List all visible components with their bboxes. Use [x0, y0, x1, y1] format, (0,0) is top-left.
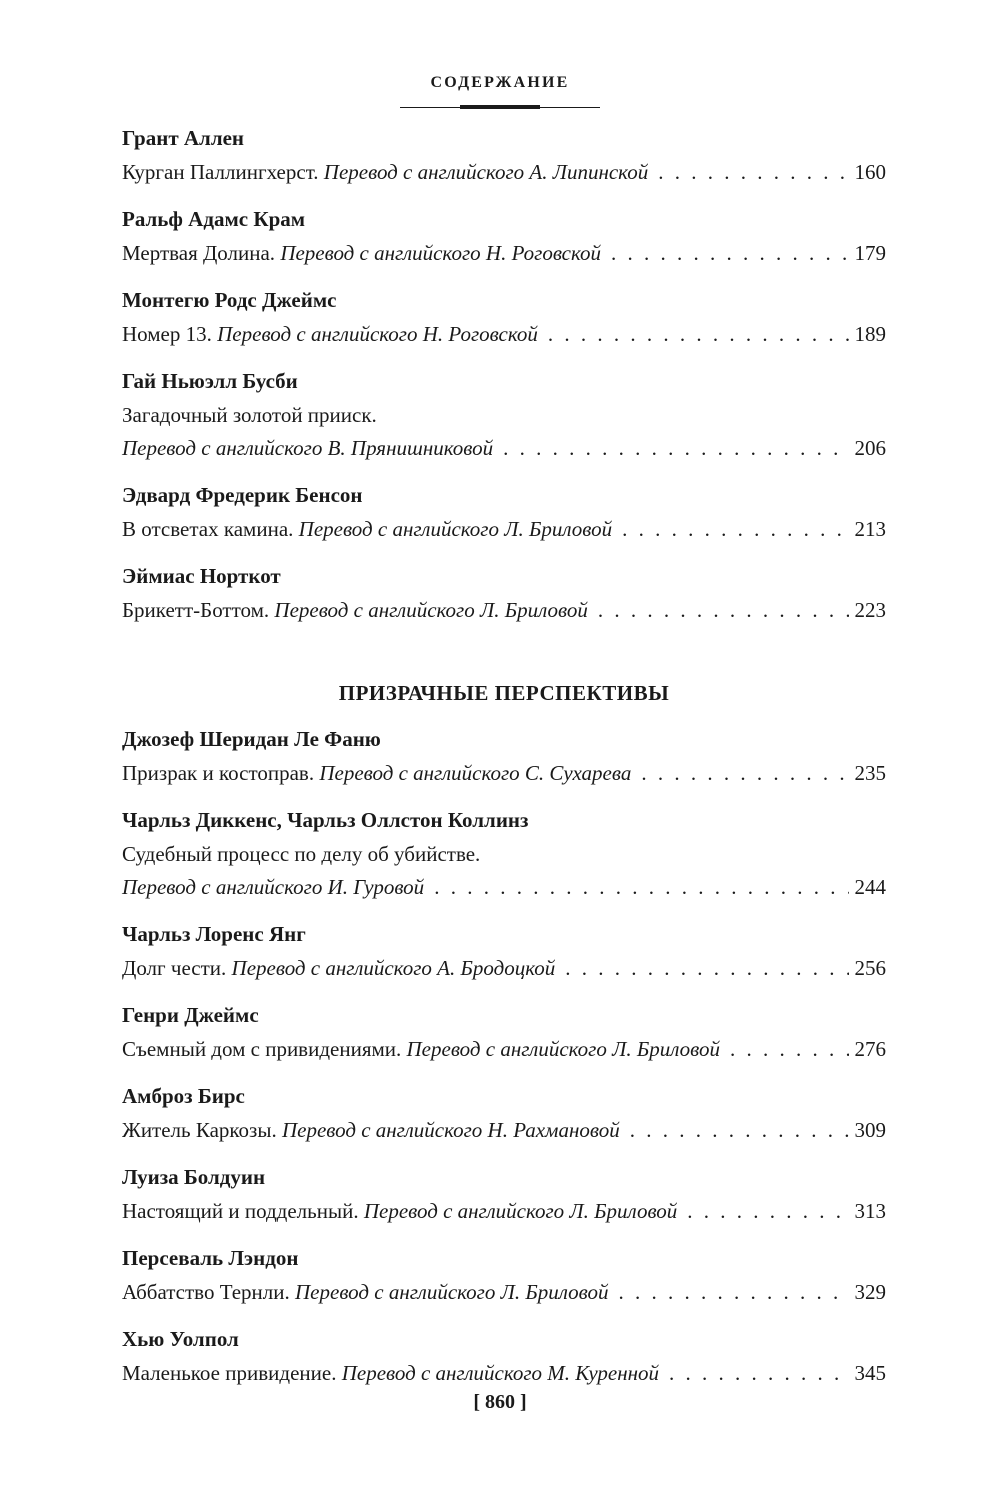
entry-line [122, 432, 886, 465]
entry-line [122, 952, 886, 985]
entry-title: Судебный процесс по делу об убийстве. [122, 842, 481, 866]
entry-page-number: 206 [854, 436, 886, 460]
toc-entry [122, 203, 886, 270]
entry-page-number: 345 [854, 1361, 886, 1385]
section-title: ПРИЗРАЧНЫЕ ПЕРСПЕКТИВЫ [338, 681, 670, 705]
entry-line [122, 871, 886, 904]
entry-line [122, 318, 886, 351]
entry-title: Настоящий и поддельный. [122, 1199, 359, 1223]
entry-translator: Перевод с английского Н. Рахмановой [281, 1118, 620, 1142]
entry-page-number: 213 [854, 517, 886, 541]
leader-dots [630, 1114, 849, 1146]
entry-title: Долг чести. [122, 956, 227, 980]
toc-entry [122, 365, 886, 465]
entry-page-number: 223 [854, 598, 886, 622]
entry-translator: Перевод с английского И. Гуровой [122, 875, 425, 899]
toc-entry [122, 918, 886, 985]
entry-line [122, 1357, 886, 1390]
entry-line [122, 1195, 886, 1228]
entry-author: Чарльз Лоренс Янг [122, 922, 306, 946]
entry-author: Грант Аллен [122, 126, 245, 150]
entry-page-number: 329 [854, 1280, 886, 1304]
toc-entry [122, 284, 886, 351]
entry-title: Маленькое привидение. [122, 1361, 337, 1385]
entry-translator: Перевод с английского А. Липинской [323, 160, 649, 184]
entry-line [122, 1114, 886, 1147]
toc-entry [122, 723, 886, 790]
leader-dots [503, 432, 848, 464]
entry-line [122, 513, 886, 546]
leader-dots [669, 1357, 848, 1389]
leader-dots [565, 952, 848, 984]
entry-translator: Перевод с английского С. Сухарева [319, 761, 632, 785]
entry-translator: Перевод с английского М. Куренной [341, 1361, 660, 1385]
leader-dots [611, 237, 848, 269]
entry-author: Амброз Бирс [122, 1084, 245, 1108]
entry-translator: Перевод с английского А. Бродоцкой [231, 956, 556, 980]
entry-title: Загадочный золотой прииск. [122, 403, 377, 427]
entry-title: Призрак и костоправ. [122, 761, 315, 785]
entry-author: Гай Ньюэлл Бусби [122, 369, 298, 393]
toc-section-bottom [122, 723, 886, 1390]
entry-page-number: 235 [854, 761, 886, 785]
toc-entry [122, 1080, 886, 1147]
entry-title: Номер 13. [122, 322, 212, 346]
entry-title-line [122, 399, 886, 432]
leader-dots [658, 156, 848, 188]
entry-author: Джозеф Шеридан Ле Фаню [122, 727, 381, 751]
entry-page-number: 309 [854, 1118, 886, 1142]
entry-page-number: 244 [854, 875, 886, 899]
entry-title: Житель Каркозы. [122, 1118, 277, 1142]
running-head: СОДЕРЖАНИЕ [430, 74, 570, 91]
toc-entry [122, 1323, 886, 1390]
entry-title: Курган Паллингхерст. [122, 160, 319, 184]
leader-dots [622, 513, 848, 545]
entry-line [122, 237, 886, 270]
entry-title-line [122, 838, 886, 871]
toc-entry [122, 560, 886, 627]
toc-entry [122, 122, 886, 189]
entry-page-number: 179 [854, 241, 886, 265]
entry-author: Чарльз Диккенс, Чарльз Оллстон Коллинз [122, 808, 529, 832]
entry-line [122, 156, 886, 189]
entry-author: Генри Джеймс [122, 1003, 259, 1027]
entry-line [122, 757, 886, 790]
leader-dots [548, 318, 849, 350]
entry-line [122, 594, 886, 627]
entry-author: Эдвард Фредерик Бенсон [122, 483, 363, 507]
entry-title: Аббатство Тернли. [122, 1280, 290, 1304]
entry-translator: Перевод с английского Л. Бриловой [298, 517, 613, 541]
entry-translator: Перевод с английского В. Прянишниковой [122, 436, 494, 460]
table-of-contents [122, 122, 886, 1404]
entry-line [122, 1033, 886, 1066]
entry-title: В отсветах камина. [122, 517, 294, 541]
leader-dots [641, 757, 848, 789]
toc-section-top [122, 122, 886, 627]
entry-title: Съемный дом с привидениями. [122, 1037, 402, 1061]
entry-title: Мертвая Долина. [122, 241, 276, 265]
toc-entry [122, 804, 886, 904]
entry-line [122, 1276, 886, 1309]
leader-dots [434, 871, 848, 903]
toc-entry [122, 1242, 886, 1309]
toc-entry [122, 479, 886, 546]
entry-page-number: 313 [854, 1199, 886, 1223]
entry-author: Луиза Болдуин [122, 1165, 266, 1189]
entry-translator: Перевод с английского Л. Бриловой [295, 1280, 609, 1304]
entry-author: Хью Уолпол [122, 1327, 239, 1351]
entry-translator: Перевод с английского Н. Роговской [217, 322, 538, 346]
entry-author: Персеваль Лэндон [122, 1246, 299, 1270]
leader-dots [730, 1033, 849, 1065]
entry-author: Эймиас Норткот [122, 564, 281, 588]
entry-page-number: 189 [854, 322, 886, 346]
leader-dots [618, 1276, 848, 1308]
entry-page-number: 276 [854, 1037, 886, 1061]
entry-translator: Перевод с английского Л. Бриловой [363, 1199, 678, 1223]
entry-translator: Перевод с английского Н. Роговской [280, 241, 602, 265]
leader-dots [687, 1195, 848, 1227]
entry-author: Ральф Адамс Крам [122, 207, 306, 231]
entry-title: Брикетт-Боттом. [122, 598, 270, 622]
leader-dots [598, 594, 849, 626]
entry-page-number: 256 [854, 956, 886, 980]
entry-author: Монтегю Родс Джеймс [122, 288, 337, 312]
toc-entry [122, 999, 886, 1066]
entry-page-number: 160 [854, 160, 886, 184]
running-head-rule-accent [460, 105, 540, 109]
entry-translator: Перевод с английского Л. Бриловой [274, 598, 588, 622]
page-number: [ 860 ] [473, 1391, 527, 1413]
toc-entry [122, 1161, 886, 1228]
entry-translator: Перевод с английского Л. Бриловой [406, 1037, 720, 1061]
